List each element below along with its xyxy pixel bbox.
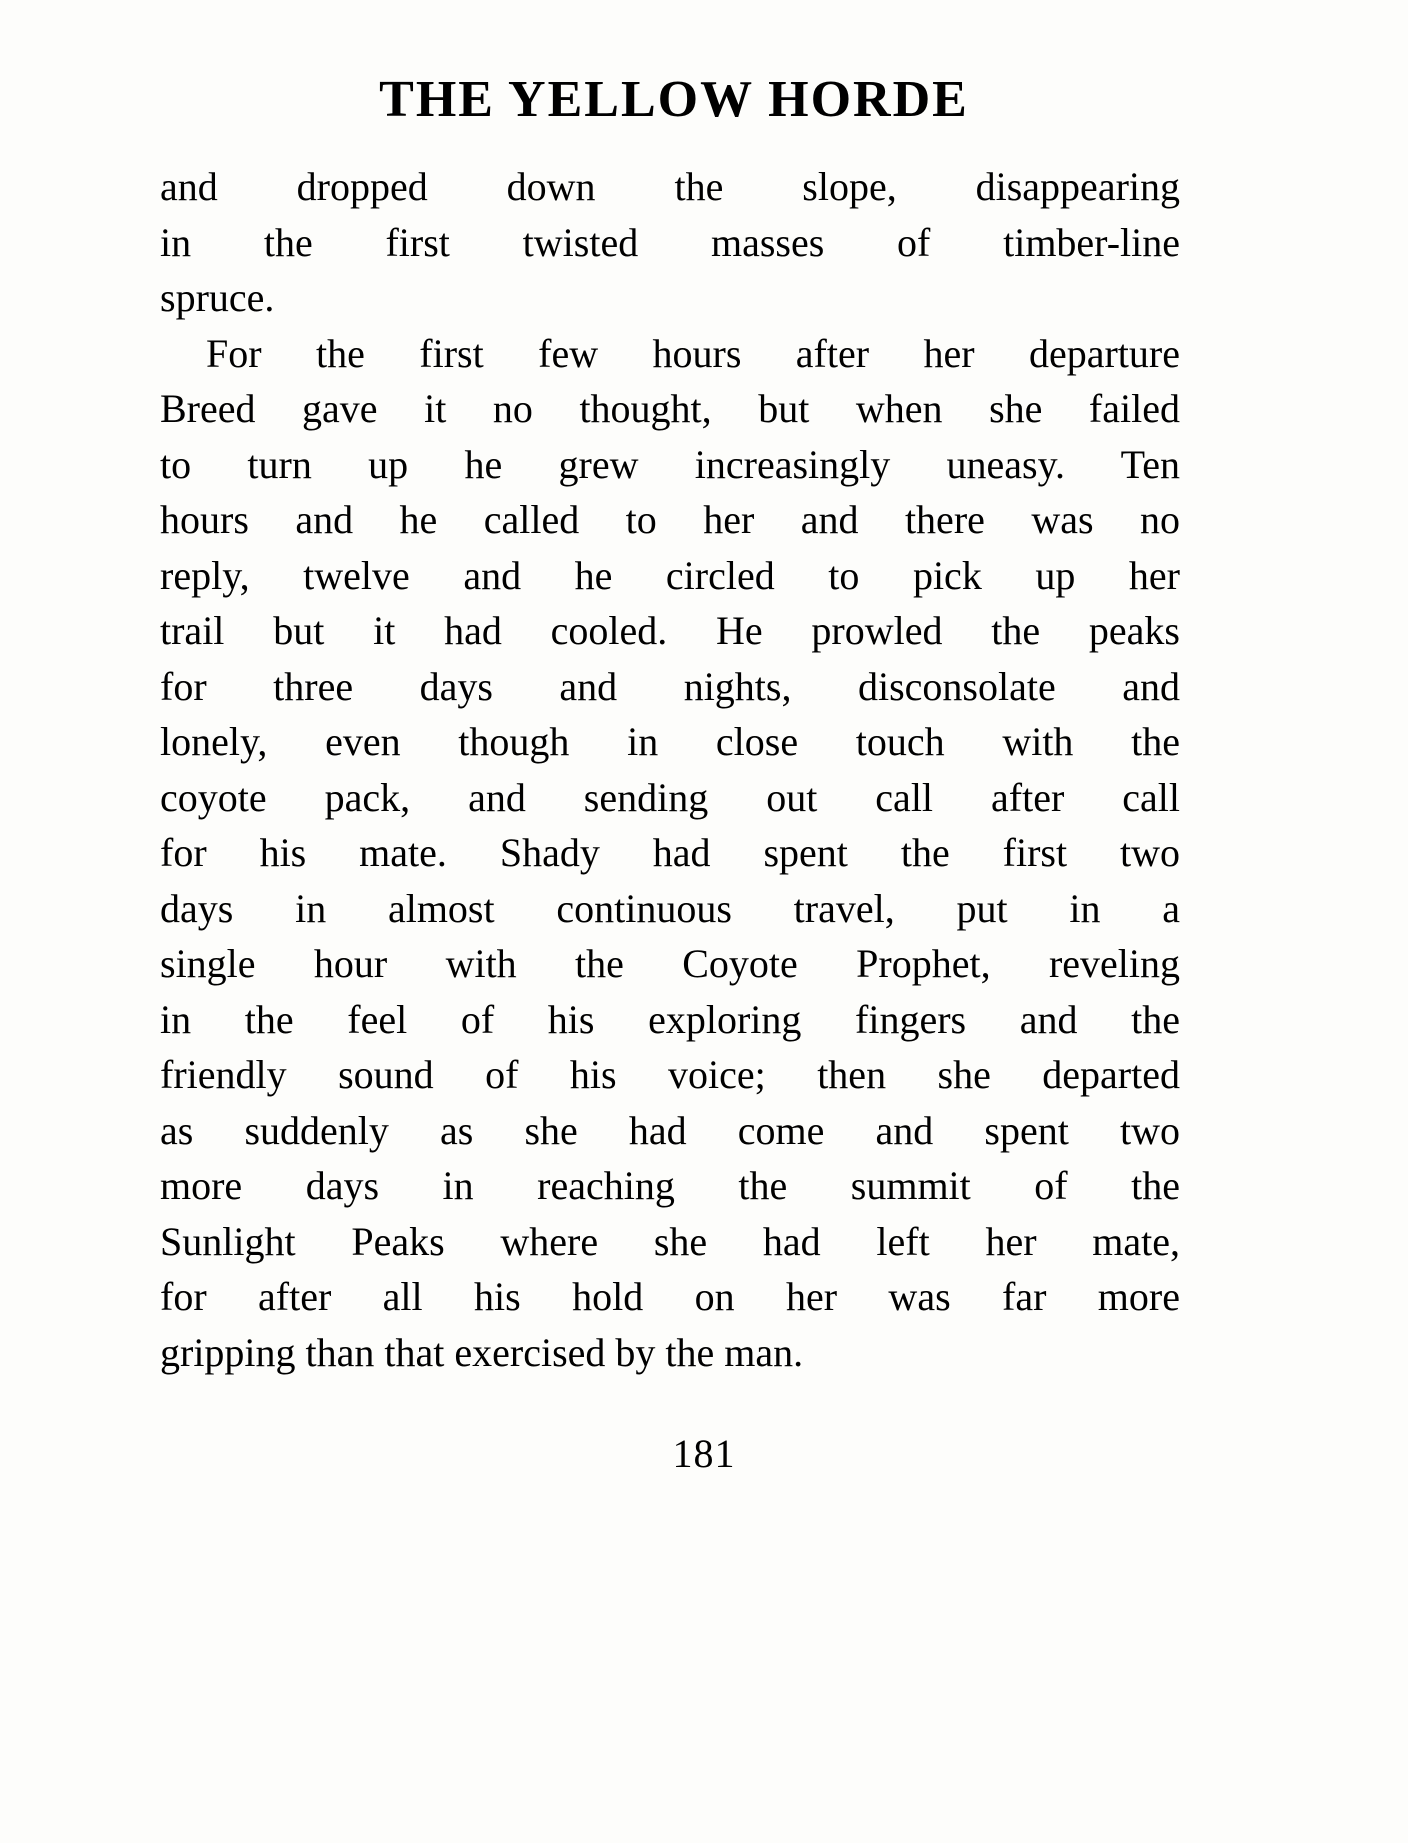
text-line: reply, twelve and he circled to pick up her: [160, 552, 1180, 598]
text-line: in the feel of his exploring fingers and the: [160, 996, 1180, 1042]
text-line: days in almost continuous travel, put in a: [160, 885, 1180, 931]
text-line: lonely, even though in close touch with the: [160, 719, 1180, 764]
text-line: friendly sound of his voice; then she departed: [160, 1052, 1180, 1097]
text-line: for three days and nights, disconsolate and: [160, 663, 1180, 709]
text-line: for after all his hold on her was far more: [160, 1274, 1180, 1319]
text-line: single hour with the Coyote Prophet, reveling: [160, 941, 1180, 986]
text-line: for his mate. Shady had spent the first two: [160, 830, 1180, 875]
paragraph: [160, 159, 1180, 326]
text-line: coyote pack, and sending out call after call: [160, 774, 1180, 820]
text-line: hours and he called to her and there was no: [160, 497, 1180, 542]
body-text: [160, 159, 1180, 1380]
running-head: THE YELLOW HORDE: [379, 71, 969, 128]
text-line: trail but it had cooled. He prowled the peaks: [160, 608, 1180, 653]
text-line: more days in reaching the summit of the: [160, 1163, 1180, 1208]
paragraph: [160, 326, 1180, 1381]
page-number: 181: [672, 1431, 736, 1476]
text-line: to turn up he grew increasingly uneasy. Ten: [160, 441, 1180, 487]
text-line: gripping than that exercised by the man.: [160, 1329, 804, 1375]
text-line: and dropped down the slope, disappearing: [160, 164, 1180, 209]
text-line: spruce.: [160, 275, 275, 320]
text-line: For the first few hours after her departure: [206, 330, 1180, 376]
page-content: [160, 70, 1180, 1380]
text-line: Breed gave it no thought, but when she failed: [160, 386, 1180, 431]
text-line: as suddenly as she had come and spent two: [160, 1107, 1180, 1153]
text-line: in the first twisted masses of timber-line: [160, 219, 1180, 265]
text-line: Sunlight Peaks where she had left her mate,: [160, 1218, 1180, 1264]
